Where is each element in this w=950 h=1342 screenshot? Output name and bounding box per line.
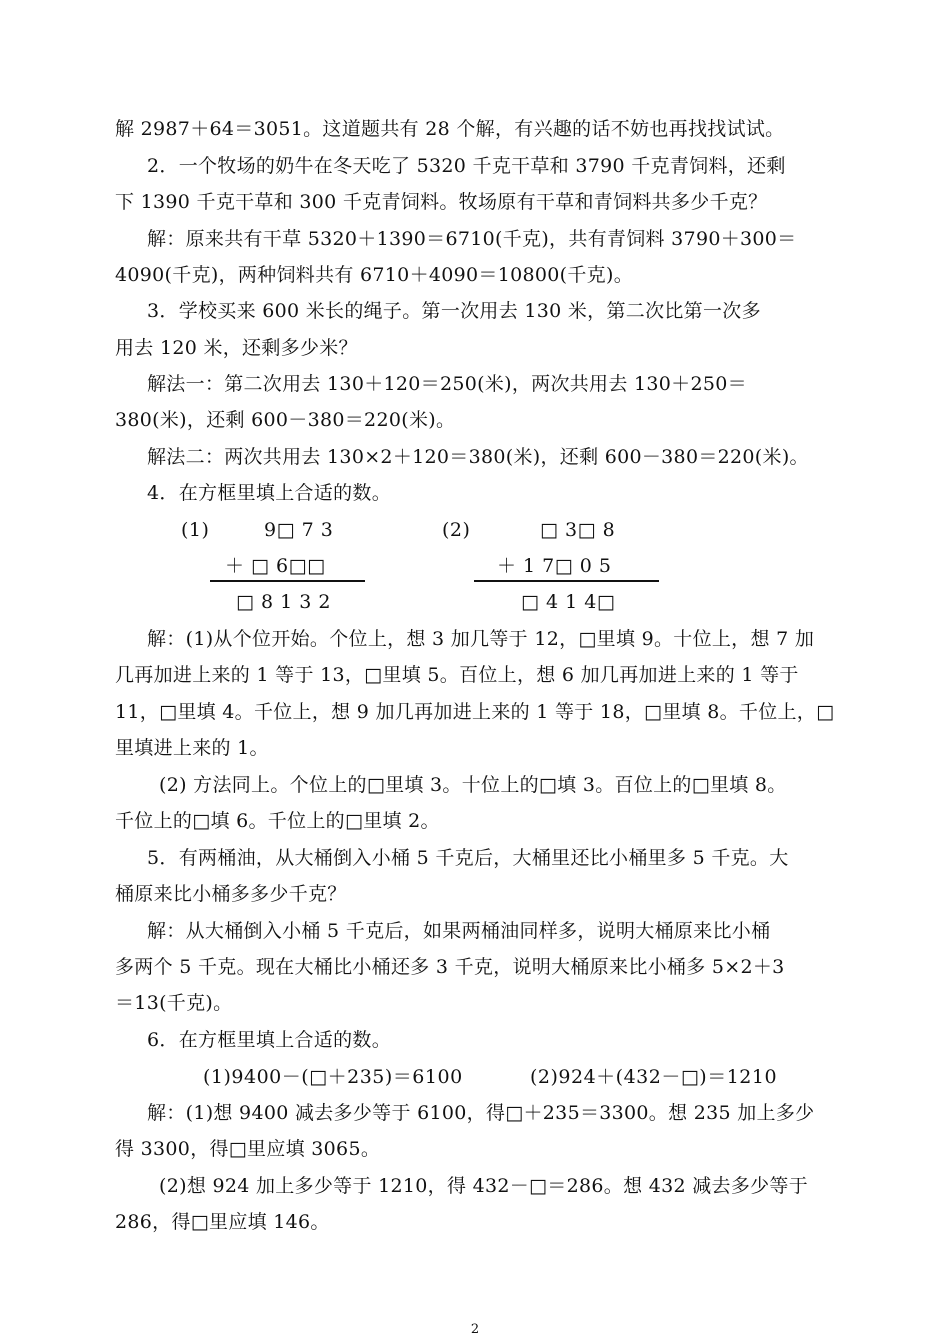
solution-4-2-line-2: 千位上的□填 6。千位上的□里填 2。 [115, 810, 440, 832]
sum-row: □ 4 1 4□ [521, 591, 616, 613]
equation-1: (1)9400－(□＋235)＝6100 [203, 1066, 463, 1088]
sum-rule [474, 580, 659, 582]
text-line: 解 2987＋64＝3051。这道题共有 28 个解，有兴趣的话不妨也再找找试试。 [115, 118, 785, 140]
solution-4-line-2: 几再加进上来的 1 等于 13，□里填 5。百位上，想 6 加几再加进上来的 1 等于 [115, 664, 799, 686]
solution-2-line-2: 4090(千克)，两种饲料共有 6710＋4090＝10800(千克)。 [115, 264, 633, 286]
solution-4-line-1: 解：(1)从个位开始。个位上，想 3 加几等于 12，□里填 9。十位上，想 7 加 [147, 628, 815, 650]
sum-row: □ 8 1 3 2 [236, 591, 331, 613]
problem-3-line-2: 用去 120 米，还剩多少米？ [115, 337, 358, 359]
solution-6-2-line-2: 286，得□里应填 146。 [115, 1211, 330, 1233]
solution-6-2-line-1: (2)想 924 加上多少等于 1210，得 432－□＝286。想 432 减去多少等于 [159, 1175, 809, 1197]
solution-6-line-1: 解：(1)想 9400 减去多少等于 6100，得□＋235＝3300。想 235 加上多少 [147, 1102, 815, 1124]
solution-4-line-4: 里填进上来的 1。 [115, 737, 269, 759]
solution-3b-line: 解法二：两次共用去 130×2＋120＝380(米)，还剩 600－380＝220(米)。 [147, 446, 809, 468]
addend-row: 9□ 7 3 [264, 519, 334, 541]
problem-6-heading: 6．在方框里填上合适的数。 [147, 1029, 391, 1051]
problem-2-line-2: 下 1390 千克干草和 300 千克青饲料。牧场原有干草和青饲料共多少千克？ [115, 191, 768, 213]
problem-5-line-1: 5．有两桶油，从大桶倒入小桶 5 千克后，大桶里还比小桶里多 5 千克。大 [147, 847, 789, 869]
sum-rule [210, 580, 365, 582]
problem-2-line-1: 2．一个牧场的奶牛在冬天吃了 5320 千克干草和 3790 千克青饲料，还剩 [147, 155, 786, 177]
page-number: 2 [470, 1322, 480, 1337]
solution-5-line-2: 多两个 5 千克。现在大桶比小桶还多 3 千克，说明大桶原来比小桶多 5×2＋3 [115, 956, 785, 978]
problem-3-line-1: 3．学校买来 600 米长的绳子。第一次用去 130 米，第二次比第一次多 [147, 300, 761, 322]
addend-row: □ 3□ 8 [540, 519, 616, 541]
solution-3a-line-1: 解法一：第二次用去 130＋120＝250(米)，两次共用去 130＋250＝ [147, 373, 747, 395]
problem-label: (1) [181, 519, 210, 541]
problem-4-heading: 4．在方框里填上合适的数。 [147, 482, 391, 504]
solution-4-2-line-1: (2) 方法同上。个位上的□里填 3。十位上的□填 3。百位上的□里填 8。 [159, 774, 787, 796]
solution-3a-line-2: 380(米)，还剩 600－380＝220(米)。 [115, 409, 456, 431]
addend-row: ＋ 1 7□ 0 5 [497, 555, 612, 577]
solution-5-line-3: ＝13(千克)。 [115, 992, 233, 1014]
solution-4-line-3: 11，□里填 4。千位上，想 9 加几再加进上来的 1 等于 18，□里填 8。千位上，□ [115, 701, 835, 723]
problem-5-line-2: 桶原来比小桶多多少千克？ [115, 883, 347, 905]
addend-row: ＋ □ 6□□ [225, 555, 326, 577]
solution-2-line-1: 解：原来共有干草 5320＋1390＝6710(千克)，共有青饲料 3790＋300＝ [147, 228, 797, 250]
problem-label: (2) [442, 519, 471, 541]
solution-6-line-2: 得 3300，得□里应填 3065。 [115, 1138, 381, 1160]
solution-5-line-1: 解：从大桶倒入小桶 5 千克后，如果两桶油同样多，说明大桶原来比小桶 [147, 920, 771, 942]
equation-2: (2)924＋(432－□)＝1210 [530, 1066, 778, 1088]
